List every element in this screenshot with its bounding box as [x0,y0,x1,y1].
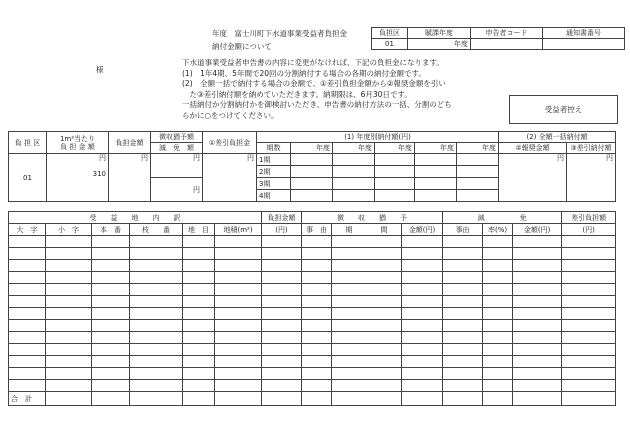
table-cell [302,368,332,380]
id-header-shinkokusha-code: 申告者コード [471,28,543,39]
unit-yen: 円 [99,154,106,162]
table-row [9,368,616,380]
detail-header-kingaku: 金額(円) [402,224,443,236]
summary-header-sashihiki: ①差引負担金 [203,132,257,154]
table-cell [92,344,130,356]
table-cell [215,236,262,248]
table-cell [92,296,130,308]
table-cell [46,308,92,320]
table-cell [513,320,562,332]
table-cell [130,272,183,284]
notice-line: 下水道事業受益者申告書の内容に変更がなければ、下記の負担金になります。 [182,58,444,67]
stamp-box-label: 受益者控え [544,105,583,114]
table-cell [130,248,183,260]
table-cell [302,380,332,392]
table-cell [443,368,483,380]
table-cell [183,368,215,380]
id-header-futanku: 負担区 [372,28,408,39]
table-cell [46,380,92,392]
table-cell [9,332,46,344]
detail-header-juekichi: 受 益 地 内 訳 [9,212,262,224]
summary-value-sashihiki: 円 [203,154,257,202]
table-row [9,248,616,260]
table-cell [46,248,92,260]
summary-header-year: 年度 [333,143,375,154]
table-cell [92,356,130,368]
table-cell [215,248,262,260]
table-cell [215,272,262,284]
table-row [9,236,616,248]
summary-header-unit-charge [47,132,109,154]
table-cell [402,320,443,332]
table-cell [262,248,302,260]
table-cell [92,380,130,392]
table-cell [92,260,130,272]
period-label: 1期 [257,154,291,166]
table-cell [9,368,46,380]
table-cell [302,356,332,368]
table-cell [92,284,130,296]
table-cell [332,368,402,380]
period-label: 3期 [257,178,291,190]
table-cell [483,284,513,296]
table-cell [9,248,46,260]
table-cell [513,284,562,296]
table-cell [332,308,402,320]
id-value-tsuchisho-bango [543,39,625,50]
table-cell [262,344,302,356]
table-cell [483,296,513,308]
table-cell [513,368,562,380]
id-header-fuka-nendo: 賦課年度 [408,28,471,39]
table-cell [130,332,183,344]
table-cell [46,332,92,344]
table-row [9,296,616,308]
table-cell [9,236,46,248]
table-row [9,260,616,272]
table-cell [262,308,302,320]
table-cell [262,332,302,344]
table-cell [46,320,92,332]
table-row [9,332,616,344]
table-cell [215,356,262,368]
table-cell [130,236,183,248]
notice-line: らかに○をつけてください。 [182,110,279,120]
table-row [9,272,616,284]
notice-line: (1) 1年4期、5年間で20回の分割納付する場合の各期の納付金額です。 [182,68,426,78]
table-cell [443,308,483,320]
detail-header-futankin-yen: (円) [262,224,302,236]
summary-header-year: 年度 [375,143,415,154]
table-cell [46,368,92,380]
table-cell [443,332,483,344]
table-cell [183,284,215,296]
table-cell [46,284,92,296]
table-cell [562,248,616,260]
table-cell [402,236,443,248]
table-row [9,308,616,320]
table-cell [92,272,130,284]
table-cell [183,296,215,308]
table-cell [443,344,483,356]
summary-value-futanku: 01 [9,154,47,202]
summary-header-houshou: ②報奨金額 [499,143,567,154]
notice-title [212,28,347,52]
table-cell [9,260,46,272]
table-cell [9,344,46,356]
table-cell [262,368,302,380]
notice-line: (2) 全額一括で納付する場合の金額で、①差引負担金額から②報奨金額を引い [182,79,446,88]
table-cell [443,296,483,308]
detail-header-genmen-jiyu: 事由 [443,224,483,236]
table-cell [302,260,332,272]
table-cell [183,308,215,320]
table-row [9,380,616,392]
summary-header-kisu: 期数 [257,143,291,154]
table-cell [402,284,443,296]
detail-table [8,211,616,406]
table-cell [513,248,562,260]
table-cell [483,308,513,320]
table-cell [483,380,513,392]
table-cell [402,272,443,284]
table-cell [443,284,483,296]
detail-header-edaban: 枝 番 [130,224,183,236]
table-cell [513,260,562,272]
unit-charge-value: 310 [92,170,106,178]
table-cell [92,320,130,332]
table-cell [130,380,183,392]
detail-header-sashihiki-yen: (円) [562,224,616,236]
table-cell [130,320,183,332]
table-cell [402,332,443,344]
summary-header-year: 年度 [415,143,457,154]
table-cell [92,236,130,248]
table-cell [483,320,513,332]
detail-header-futankin: 負担金額 [262,212,302,224]
table-cell [562,380,616,392]
summary-value-genmen: 円 [151,178,203,202]
summary-header-year: 年度 [291,143,333,154]
table-cell [562,356,616,368]
table-cell [46,236,92,248]
table-cell [483,356,513,368]
table-cell [130,344,183,356]
table-cell [332,356,402,368]
detail-header-chimoku: 地 目 [183,224,215,236]
table-cell [513,296,562,308]
table-cell [92,308,130,320]
table-cell [130,356,183,368]
table-cell [332,284,402,296]
table-cell [332,248,402,260]
summary-value-futan-kingaku: 円 [109,154,151,202]
table-cell [443,320,483,332]
detail-header-genmen: 減 免 [443,212,562,224]
summary-value-choshu-yuyo: 円 [151,154,203,178]
table-cell [562,284,616,296]
table-cell [483,236,513,248]
table-cell [443,260,483,272]
table-cell [402,296,443,308]
table-cell [302,344,332,356]
detail-header-genmen-kingaku: 金額(円) [513,224,562,236]
table-cell [562,320,616,332]
table-cell [262,356,302,368]
table-cell [262,272,302,284]
table-cell [513,344,562,356]
detail-header-honban: 本 番 [92,224,130,236]
table-cell [9,356,46,368]
table-cell [302,284,332,296]
table-cell [46,356,92,368]
table-cell [9,272,46,284]
table-cell [302,236,332,248]
summary-value-houshou: 円 [499,154,567,202]
table-cell [262,380,302,392]
notice-line: 一括納付か分割納付かを御検討いただき、申告書の納付方法の一括、分割のどち [182,100,452,109]
table-cell [402,368,443,380]
table-cell [332,260,402,272]
id-value-shinkokusha-code [471,39,543,50]
table-cell [183,380,215,392]
table-cell [130,368,183,380]
table-cell [215,260,262,272]
table-cell [262,320,302,332]
notice-title-line2: 納付金額について [212,42,272,51]
unit-charge-line2: 負 担 金 額 [60,142,95,151]
stamp-box [509,95,618,124]
table-cell [332,296,402,308]
table-cell [215,344,262,356]
notice-body [182,58,502,121]
summary-header-choshu-yuyo: 徴収猶予額 [151,132,203,143]
table-row [9,344,616,356]
detail-header-ritsu: 率(%) [483,224,513,236]
table-cell [332,332,402,344]
table-cell [183,236,215,248]
table-cell [332,236,402,248]
table-cell [402,356,443,368]
detail-body [9,236,616,392]
table-cell [183,356,215,368]
table-cell [332,272,402,284]
table-cell [262,284,302,296]
id-value-futanku: 01 [372,39,408,50]
table-cell [302,296,332,308]
table-cell [483,260,513,272]
table-cell [262,260,302,272]
table-cell [562,260,616,272]
table-cell [46,272,92,284]
table-cell [183,248,215,260]
table-cell [215,320,262,332]
detail-header-sashihiki: 差引負担額 [562,212,616,224]
table-cell [402,308,443,320]
table-cell [513,308,562,320]
table-cell [215,284,262,296]
summary-value-sashihiki-nofu: 円 [567,154,616,202]
table-cell [262,296,302,308]
detail-header-chiseki: 地積(m²) [215,224,262,236]
table-cell [332,380,402,392]
summary-header-genmen: 減 免 額 [151,143,203,154]
period-label: 2期 [257,166,291,178]
detail-header-kikan: 期 間 [332,224,402,236]
table-cell [483,368,513,380]
table-cell [402,248,443,260]
id-header-tsuchisho-bango: 通知書番号 [543,28,625,39]
table-cell [9,296,46,308]
table-cell [9,320,46,332]
id-value-fuka-nendo: 年度 [408,39,471,50]
table-cell [215,332,262,344]
table-cell [513,380,562,392]
table-cell [92,332,130,344]
table-cell [9,284,46,296]
table-cell [443,380,483,392]
summary-header-annual: (1) 年度別納付額(円) [257,132,499,143]
table-cell [130,308,183,320]
summary-value-unit [47,154,109,202]
summary-header-lump: (2) 全額一括納付額 [499,132,616,143]
unit-charge-line1: 1m²当たり [59,134,96,143]
table-cell [46,344,92,356]
table-cell [562,272,616,284]
table-cell [183,344,215,356]
table-cell [302,308,332,320]
notice-line: た③差引納付額を納めていただきます。納期限は、6月30日です。 [182,89,412,99]
table-cell [562,308,616,320]
table-cell [562,368,616,380]
table-cell [443,248,483,260]
table-cell [215,380,262,392]
recipient-sama: 様 [96,65,104,74]
table-cell [483,248,513,260]
table-cell [562,296,616,308]
table-cell [130,296,183,308]
table-cell [9,308,46,320]
table-cell [262,236,302,248]
table-cell [302,332,332,344]
table-cell [483,344,513,356]
table-row [9,320,616,332]
table-cell [302,320,332,332]
table-cell [302,248,332,260]
table-row [9,284,616,296]
table-cell [215,308,262,320]
table-cell [302,272,332,284]
table-cell [215,368,262,380]
summary-header-futanku: 負 担 区 [9,132,47,154]
table-cell [513,236,562,248]
detail-header-jiyu: 事 由 [302,224,332,236]
table-cell [513,332,562,344]
table-cell [332,320,402,332]
detail-header-daiji: 大 字 [9,224,46,236]
table-cell [183,320,215,332]
table-cell [483,272,513,284]
table-cell [215,296,262,308]
table-cell [183,260,215,272]
table-cell [130,284,183,296]
table-cell [183,332,215,344]
table-cell [443,236,483,248]
table-cell [402,260,443,272]
detail-header-koaza: 小 字 [46,224,92,236]
period-label: 4期 [257,190,291,202]
table-cell [562,344,616,356]
detail-header-choshu-yuyo: 徴 収 猶 予 [302,212,443,224]
table-cell [562,236,616,248]
summary-header-year: 年度 [457,143,499,154]
table-cell [332,344,402,356]
table-cell [183,272,215,284]
table-cell [402,380,443,392]
id-table [371,27,625,50]
table-cell [92,248,130,260]
table-cell [513,272,562,284]
table-cell [46,260,92,272]
summary-header-sashihiki-nofu: ③差引納付額 [567,143,616,154]
table-cell [402,344,443,356]
notice-title-line1: 年度 富士川町下水道事業受益者負担金 [212,29,347,38]
table-cell [443,356,483,368]
table-cell [562,332,616,344]
table-cell [483,332,513,344]
table-row [9,356,616,368]
table-cell [92,368,130,380]
table-cell [46,296,92,308]
table-cell [130,260,183,272]
table-cell [9,380,46,392]
summary-table [8,131,616,202]
detail-total-label: 合 計 [9,392,46,406]
table-cell [443,272,483,284]
table-cell [513,356,562,368]
summary-header-futan-kingaku: 負担金額 [109,132,151,154]
